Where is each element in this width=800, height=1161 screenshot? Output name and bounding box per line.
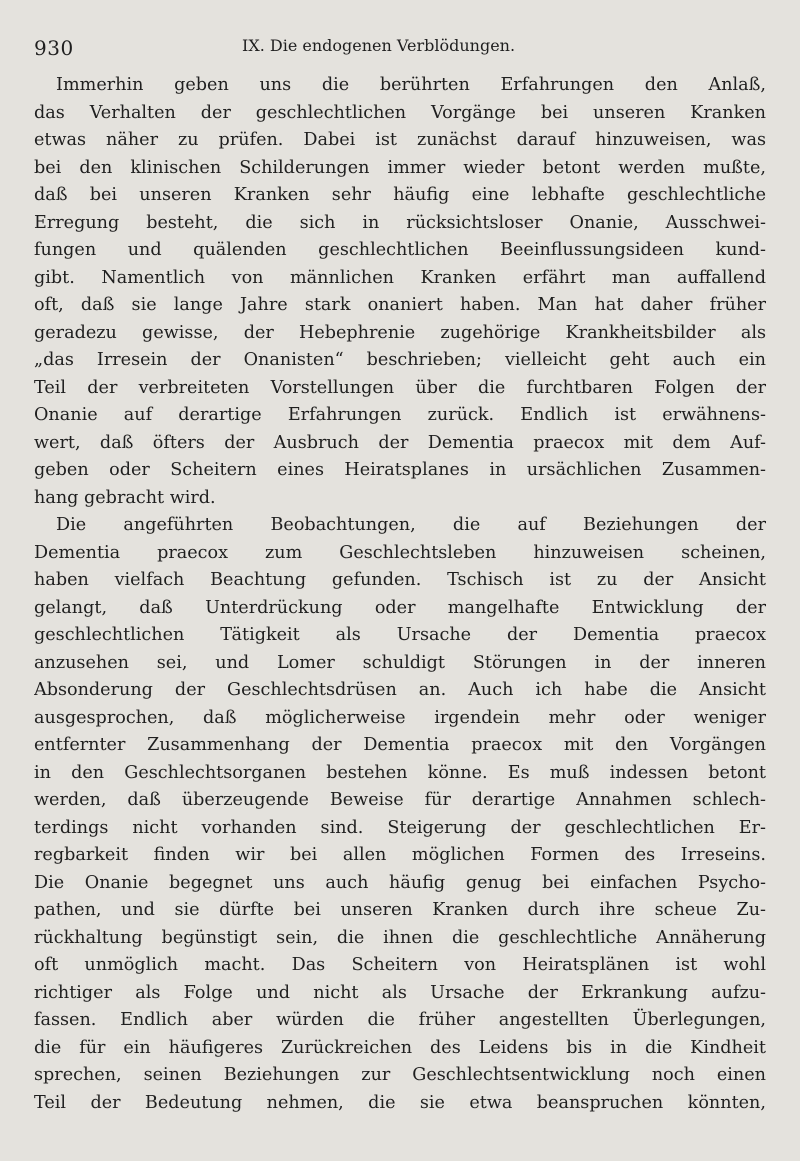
text-line: oft, daß sie lange Jahre stark onaniert haben. Man hat daher früher <box>34 295 766 315</box>
text-line: sprechen, seinen Beziehungen zur Geschlechtsentwicklung noch einen <box>34 1065 766 1085</box>
text-line: gelangt, daß Unterdrückung oder mangelhafte Entwicklung der <box>34 597 766 618</box>
text-line: entfernter Zusammenhang der Dementia praecox mit den Vorgängen <box>34 735 766 755</box>
text-line: Onanie auf derartige Erfahrungen zurück. Endlich ist erwähnens- <box>34 405 766 425</box>
text-line: anzusehen sei, und Lomer schuldigt Störungen in der inneren <box>34 652 766 673</box>
text-line: richtiger als Folge und nicht als Ursache der Erkrankung aufzu- <box>34 982 766 1003</box>
text-line: gibt. Namentlich von männlichen Kranken erfährt man auffallend <box>34 267 766 288</box>
text-line: haben vielfach Beachtung gefunden. Tschisch ist zu der Ansicht <box>34 570 766 590</box>
text-line: Teil der verbreiteten Vorstellungen über die furchtbaren Folgen der <box>34 377 766 398</box>
page-header <box>34 30 766 60</box>
text-line: daß bei unseren Kranken sehr häufig eine lebhafte geschlechtliche <box>34 185 766 205</box>
text-line: bei den klinischen Schilderungen immer wieder betont werden mußte, <box>34 157 766 178</box>
text-line: das Verhalten der geschlechtlichen Vorgänge bei unseren Kranken <box>34 102 766 123</box>
text-line: Absonderung der Geschlechtsdrüsen an. Auch ich habe die Ansicht <box>34 680 766 700</box>
body-text <box>34 72 766 1117</box>
text-line: Erregung besteht, die sich in rücksichtsloser Onanie, Ausschwei- <box>34 212 766 233</box>
text-line: pathen, und sie dürfte bei unseren Kranken durch ihre scheue Zu- <box>34 900 766 920</box>
text-line: geben oder Scheitern eines Heiratsplanes in ursächlichen Zusammen- <box>34 460 766 480</box>
text-line: wert, daß öfters der Ausbruch der Dementia praecox mit dem Auf- <box>34 432 766 453</box>
text-line: terdings nicht vorhanden sind. Steigerung der geschlechtlichen Er- <box>34 817 766 838</box>
text-line: rückhaltung begünstigt sein, die ihnen die geschlechtliche Annäherung <box>34 927 766 948</box>
text-line: fassen. Endlich aber würden die früher angestellten Überlegungen, <box>34 1010 766 1030</box>
text-line: ausgesprochen, daß möglicherweise irgendein mehr oder weniger <box>34 707 766 728</box>
text-line: die für ein häufigeres Zurückreichen des Leidens bis in die Kindheit <box>34 1037 766 1058</box>
text-line: geradezu gewisse, der Hebephrenie zugehörige Krankheitsbilder als <box>34 322 766 343</box>
text-line: Teil der Bedeutung nehmen, die sie etwa beanspruchen könnten, <box>34 1092 766 1113</box>
text-line: in den Geschlechtsorganen bestehen könne. Es muß indessen betont <box>34 762 766 783</box>
text-line: geschlechtlichen Tätigkeit als Ursache der Dementia praecox <box>34 625 766 645</box>
text-line: regbarkeit finden wir bei allen möglichen Formen des Irreseins. <box>34 845 766 865</box>
paragraph-2 <box>34 512 766 1117</box>
text-line: werden, daß überzeugende Beweise für derartige Annahmen schlech- <box>34 790 766 810</box>
paragraph-1 <box>34 72 766 512</box>
page-number: 930 <box>34 36 74 60</box>
text-line: Die angeführten Beobachtungen, die auf Beziehungen der <box>56 515 766 535</box>
text-line: Dementia praecox zum Geschlechtsleben hinzuweisen scheinen, <box>34 542 766 563</box>
text-line: „das Irresein der Onanisten“ beschrieben; vielleicht geht auch ein <box>34 350 766 370</box>
text-line: fungen und quälenden geschlechtlichen Beeinflussungsideen kund- <box>34 240 766 260</box>
text-line: etwas näher zu prüfen. Dabei ist zunächst darauf hinzuweisen, was <box>34 130 766 150</box>
text-line: Die Onanie begegnet uns auch häufig genug bei einfachen Psycho- <box>34 872 766 893</box>
running-head: IX. Die endogenen Verblödungen. <box>242 36 516 55</box>
text-line: Immerhin geben uns die berührten Erfahrungen den Anlaß, <box>56 75 766 95</box>
text-line: oft unmöglich macht. Das Scheitern von Heiratsplänen ist wohl <box>34 955 766 975</box>
text-line: hang gebracht wird. <box>34 487 216 508</box>
